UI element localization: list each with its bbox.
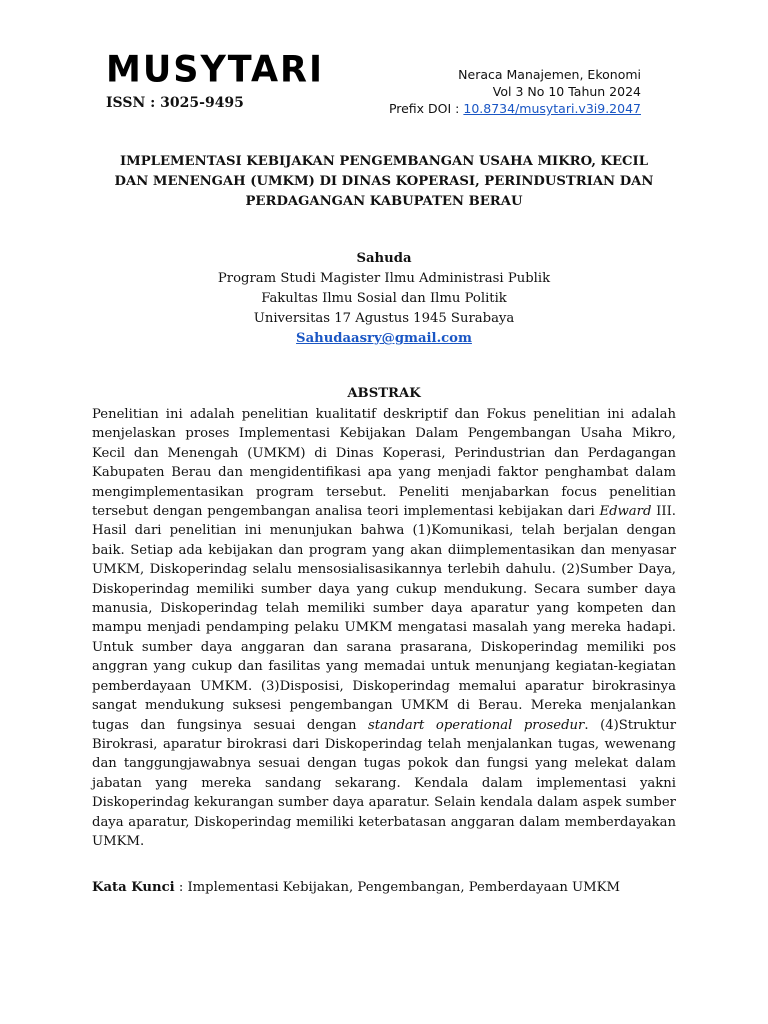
keywords-label: Kata Kunci (92, 880, 175, 895)
journal-volume: Vol 3 No 10 Tahun 2024 (492, 84, 641, 99)
title-line: DAN MENENGAH (UMKM) DI DINAS KOPERASI, PERINDUSTRIAN DAN (114, 174, 654, 189)
author-block (92, 249, 676, 349)
author-name: Sahuda (356, 251, 412, 266)
abstract-text: . (4)Struktur Birokrasi, aparatur birokrasi dari Diskoperindag telah menjalankan tugas, wewenang dan tanggungjawabnya sesuai dengan tugas pokok dan fungsi yang melekat dalam jabatan yang mereka sandang sekarang. Kendala dalam implementasi yakni Diskoperindag kekurangan sumber daya aparatur. Selain kendala dalam aspek sumber daya aparatur, Diskoperindag memiliki keterbatasan anggaran dalam memberdayakan UMKM. (92, 717, 676, 849)
paper-title (92, 152, 676, 212)
issn: ISSN : 3025-9495 (106, 95, 244, 111)
keywords-separator: : (174, 880, 188, 895)
journal-logo: MUSYTARI (106, 48, 325, 91)
keywords (92, 878, 676, 897)
author-university: Universitas 17 Agustus 1945 Surabaya (253, 311, 515, 326)
journal-info (389, 66, 641, 117)
abstract-body (92, 405, 676, 851)
author-program: Program Studi Magister Ilmu Administrasi Publik (217, 271, 551, 286)
journal-name: Neraca Manajemen, Ekonomi (458, 67, 641, 82)
abstract-italic-text: Edward (599, 504, 652, 520)
title-line: PERDAGANGAN KABUPATEN BERAU (245, 194, 523, 209)
doi-line (389, 100, 641, 117)
keywords-text: Implementasi Kebijakan, Pengembangan, Pemberdayaan UMKM (187, 880, 620, 895)
abstract-heading: ABSTRAK (347, 386, 421, 401)
author-email-link[interactable]: Sahudaasry@gmail.com (296, 331, 472, 346)
abstract-text: III. Hasil dari penelitian ini menunjukan bahwa (1)Komunikasi, telah berjalan dengan baik. Setiap ada kebijakan dan program yang akan diimplementasikan dan menyasar UMKM, Diskoperindag selalu mensosialisasikannya terlebih dahulu. (2)Sumber Daya, Diskoperindag memiliki sumber daya yang cukup mendukung. Secara sumber daya manusia, Diskoperindag telah memiliki sumber daya aparatur yang kompeten dan mampu menjadi pendamping pelaku UMKM mengatasi masalah yang mereka hadapi. Untuk sumber daya anggaran dan sarana prasarana, Diskoperindag memiliki pos anggran yang cukup dan fasilitas yang memadai untuk menunjang kegiatan-kegiatan pemberdayaan UMKM. (3)Disposisi, Diskoperindag memalui aparatur birokrasinya sangat mendukung suksesi pengembangan UMKM di Berau. Mereka menjalankan tugas dan fungsinya sesuai dengan (92, 504, 676, 733)
abstract-italic-text: standart operational prosedur (368, 717, 585, 733)
title-line: IMPLEMENTASI KEBIJAKAN PENGEMBANGAN USAHA MIKRO, KECIL (119, 154, 648, 169)
author-faculty: Fakultas Ilmu Sosial dan Ilmu Politik (261, 291, 507, 306)
doi-label: Prefix DOI : (388, 101, 464, 116)
abstract-text: Penelitian ini adalah penelitian kualitatif deskriptif dan Fokus penelitian ini adalah menjelaskan proses Implementasi Kebijakan Dalam Pengembangan Usaha Mikro, Kecil dan Menengah (UMKM) di Dinas Koperasi, Perindustrian dan Perdagangan Kabupaten Berau dan mengidentifikasi apa yang menjadi faktor penghambat dalam mengimplementasikan program tersebut. Peneliti menjabarkan focus penelitian tersebut dengan pengembangan analisa teori implementasi kebijakan dari (92, 407, 676, 520)
doi-link[interactable]: 10.8734/musytari.v3i9.2047 (463, 101, 641, 116)
